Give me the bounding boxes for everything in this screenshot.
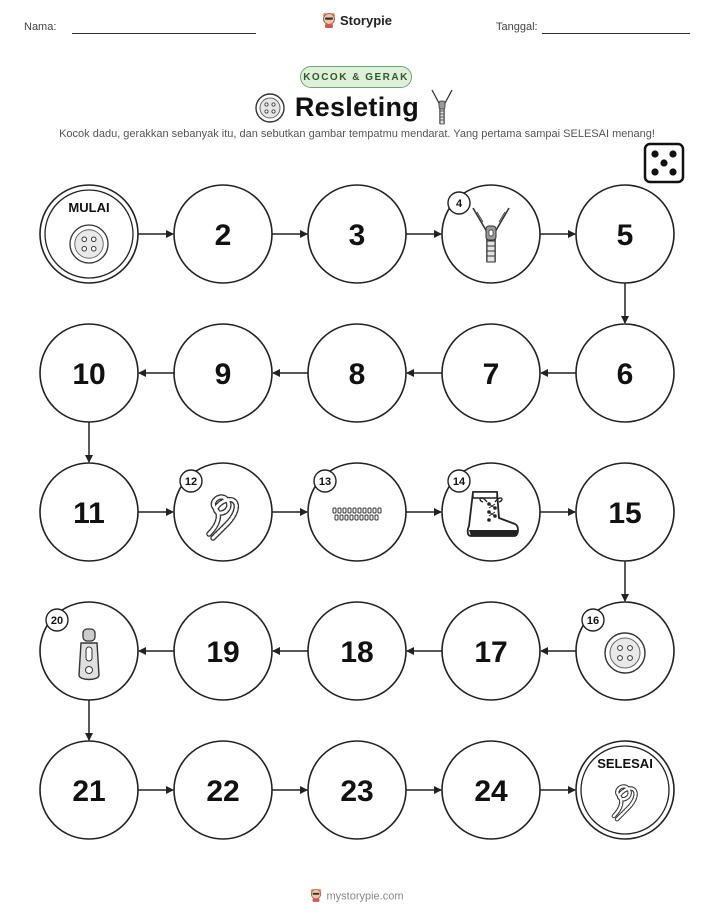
- board-space-8: [308, 324, 406, 422]
- board-space-9: [174, 324, 272, 422]
- space-number: 24: [474, 775, 508, 808]
- space-number: 13: [318, 476, 332, 488]
- board-space-16: [576, 602, 674, 700]
- name-label: Nama:: [24, 21, 57, 33]
- instructions-text: Kocok dadu, gerakkan sebanyak itu, dan sebutkan gambar tempatmu mendarat. Yang pertama sampai SELESAI menang!: [59, 128, 655, 140]
- finish-label: SELESAI: [597, 756, 653, 771]
- board-space-6: [576, 324, 674, 422]
- space-number: 23: [340, 775, 374, 808]
- space-number: 17: [474, 636, 508, 669]
- space-number: 21: [72, 775, 106, 808]
- space-number: 10: [72, 358, 106, 391]
- board-space-3: [308, 185, 406, 283]
- space-number: 12: [184, 476, 198, 488]
- board-space-12: [174, 463, 272, 561]
- page-title: Resleting: [294, 92, 420, 122]
- space-number: 8: [348, 358, 366, 391]
- space-number: 20: [50, 615, 64, 627]
- footer: [0, 888, 714, 905]
- space-number: 7: [482, 358, 500, 391]
- start-space: [40, 185, 138, 283]
- space-number: 18: [340, 636, 374, 669]
- board-space-4: [442, 185, 540, 283]
- space-number: 22: [206, 775, 240, 808]
- board-space-22: [174, 741, 272, 839]
- date-label: Tanggal:: [496, 21, 538, 33]
- space-number: 6: [616, 358, 634, 391]
- board-space-23: [308, 741, 406, 839]
- space-number: 16: [586, 615, 600, 627]
- brand-name: Storypie: [339, 12, 392, 28]
- board-space-13: [308, 463, 406, 561]
- board-space-17: [442, 602, 540, 700]
- footer-url[interactable]: mystorypie.com: [326, 890, 404, 903]
- board-space-7: [442, 324, 540, 422]
- board-space-10: [40, 324, 138, 422]
- game-type-badge: KOCOK & GERAK: [300, 66, 412, 88]
- space-number: 4: [455, 198, 463, 210]
- board-space-18: [308, 602, 406, 700]
- space-number: 19: [206, 636, 240, 669]
- space-number: 9: [214, 358, 232, 391]
- board-space-14: [442, 463, 540, 561]
- space-number: 3: [348, 219, 366, 252]
- board-space-2: [174, 185, 272, 283]
- space-number: 2: [214, 219, 232, 252]
- finish-space: [576, 741, 674, 839]
- space-number: 14: [452, 476, 466, 488]
- space-number: 11: [73, 497, 105, 530]
- space-number: 5: [616, 219, 634, 252]
- board-space-11: [40, 463, 138, 561]
- board-space-21: [40, 741, 138, 839]
- board-space-20: [40, 602, 138, 700]
- board-space-24: [442, 741, 540, 839]
- button-icon: [70, 225, 108, 263]
- board-space-5: [576, 185, 674, 283]
- board-space-19: [174, 602, 272, 700]
- board-space-15: [576, 463, 674, 561]
- footer-mascot-icon: [310, 888, 322, 905]
- button-icon: [605, 633, 645, 673]
- space-number: 15: [608, 497, 642, 530]
- start-label: MULAI: [68, 200, 110, 215]
